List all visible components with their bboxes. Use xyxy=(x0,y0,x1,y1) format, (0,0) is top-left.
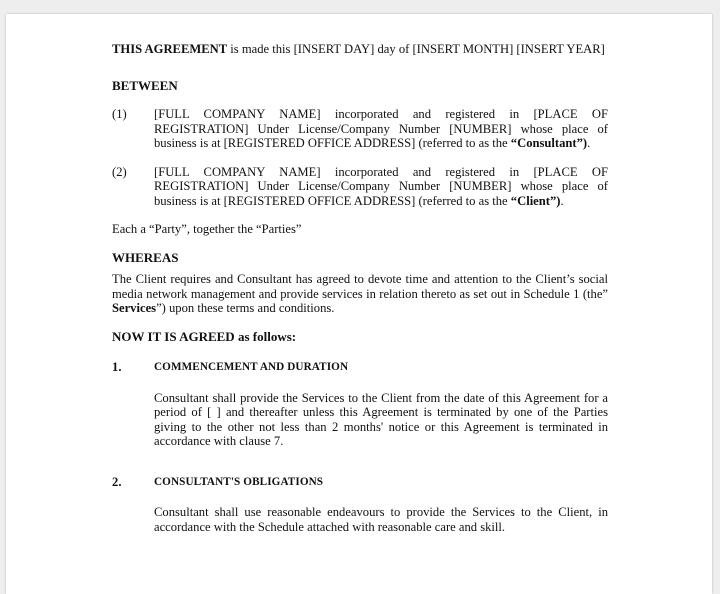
whereas-heading: WHEREAS xyxy=(112,249,179,265)
each-party-text: Each a “Party”, together the “Parties” xyxy=(112,222,302,236)
clause-1-body: Consultant shall provide the Services to the Client from the date of this Agreement for a period of [ ] and thereafter unless this Agreement is terminated by one of the Parties giving to the other not less than 2 months' notice or this Agreement is terminated in accordance with clause 7. xyxy=(154,390,608,448)
clause-1-heading xyxy=(112,360,608,375)
party-1-number: (1) xyxy=(112,107,127,121)
now-agreed-bold: NOW IT IS AGREED xyxy=(112,328,235,344)
clause-2-body: Consultant shall use reasonable endeavours to provide the Services to the Client, in accordance with the Schedule attached with reasonable care and skill. xyxy=(154,505,608,534)
party-1 xyxy=(112,107,608,151)
party-2 xyxy=(112,165,608,209)
intro-paragraph xyxy=(112,42,608,57)
party-1-end: . xyxy=(587,136,591,150)
now-agreed-text: as follows: xyxy=(234,328,297,344)
document-page xyxy=(6,14,712,594)
clause-2-heading xyxy=(112,475,608,490)
clause-1-title: COMMENCEMENT AND DURATION xyxy=(154,361,349,373)
party-2-number: (2) xyxy=(112,164,127,179)
between-heading: BETWEEN xyxy=(112,77,178,93)
intro-bold: THIS AGREEMENT xyxy=(112,42,228,56)
clause-2-title: CONSULTANT'S OBLIGATIONS xyxy=(154,475,324,488)
party-1-text: [FULL COMPANY NAME] incorporated and registered in [PLACE OF REGISTRATION] Under License/Company Number [NUMBER] whose place of business is at [REGISTERED OFFICE ADDRESS] (referred to as the xyxy=(154,107,608,150)
party-2-bold: “Client”) xyxy=(510,193,561,208)
intro-text: is made this [INSERT DAY] day of [INSERT MONTH] [INSERT YEAR] xyxy=(227,42,605,56)
now-agreed-paragraph xyxy=(112,330,608,345)
clause-2-number: 2. xyxy=(112,474,122,489)
clause-1-number: 1. xyxy=(112,360,122,374)
whereas-text-before: The Client requires and Consultant has agreed to devote time and attention to the Client’s social media network management and provide services in relation thereto as set out in Schedule 1 (the” xyxy=(112,272,608,301)
whereas-bold: Services xyxy=(112,301,157,315)
document-content xyxy=(112,42,608,534)
party-2-text: [FULL COMPANY NAME] incorporated and registered in [PLACE OF REGISTRATION] Under License/Company Number [NUMBER] whose place of business is at [REGISTERED OFFICE ADDRESS] (referred to as the xyxy=(154,164,608,208)
whereas-paragraph xyxy=(112,272,608,316)
whereas-text-after: ”) upon these terms and conditions. xyxy=(156,301,335,315)
party-1-bold: “Consultant”) xyxy=(510,136,588,150)
party-2-end: . xyxy=(560,193,564,208)
